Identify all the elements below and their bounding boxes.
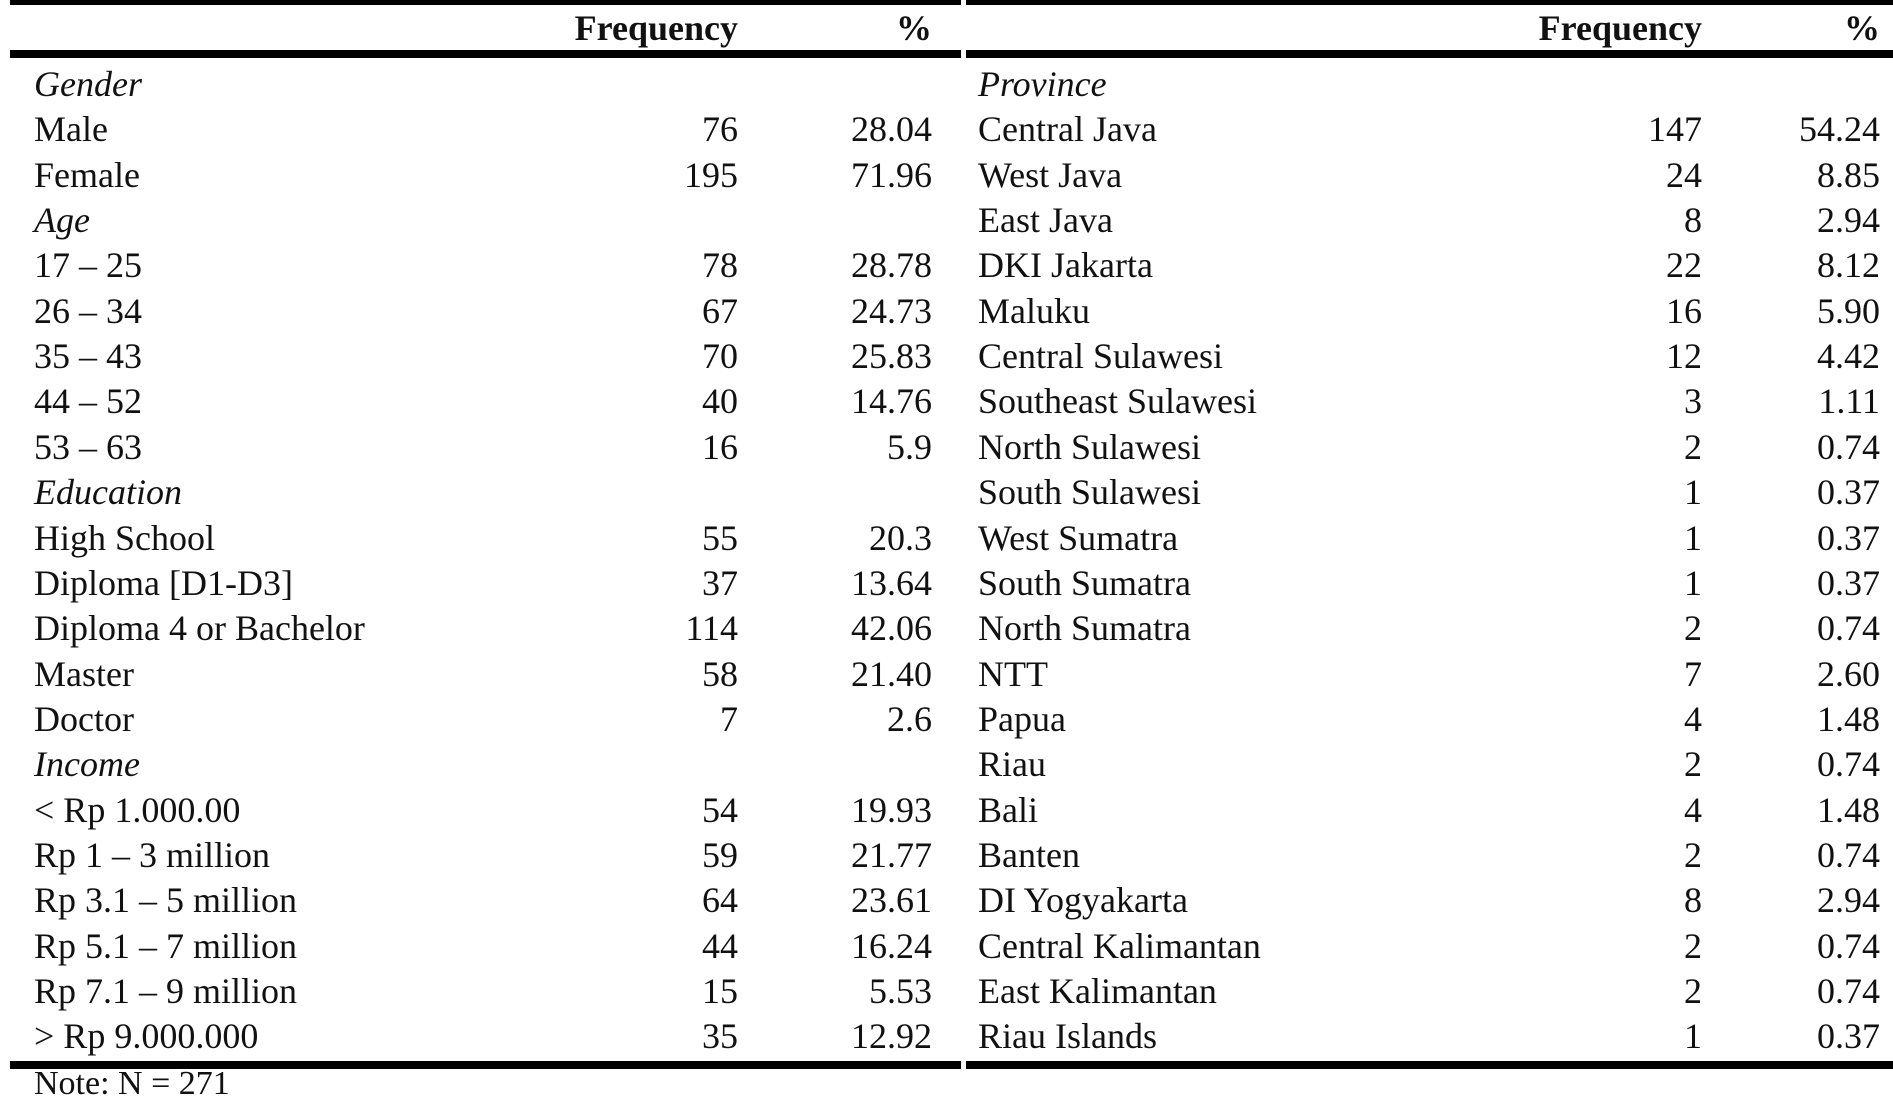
percent-value: 0.37 xyxy=(1817,1016,1880,1057)
row-label: Doctor xyxy=(34,698,134,739)
right-table-row xyxy=(978,742,1880,787)
frequency-value: 3 xyxy=(1684,381,1702,422)
left-table-row xyxy=(34,969,932,1014)
frequency-value: 37 xyxy=(702,562,738,603)
row-label: Maluku xyxy=(978,290,1090,331)
percent-value: 2.6 xyxy=(887,698,932,739)
row-label: Master xyxy=(34,653,134,694)
right-table-row xyxy=(978,334,1880,379)
frequency-value: 2 xyxy=(1684,744,1702,785)
row-label: Rp 7.1 – 9 million xyxy=(34,971,298,1011)
row-label: Bali xyxy=(978,789,1038,830)
right-table-row xyxy=(978,516,1880,561)
right-table-row xyxy=(978,379,1880,424)
row-label: Diploma 4 or Bachelor xyxy=(34,608,365,649)
percent-value: 0.37 xyxy=(1817,517,1880,558)
right-table-row xyxy=(978,606,1880,651)
percent-value: 0.74 xyxy=(1817,426,1880,467)
row-label: West Sumatra xyxy=(978,517,1179,558)
left-table-row xyxy=(34,878,932,923)
left-table-row xyxy=(34,107,932,152)
percent-value: 28.78 xyxy=(851,245,932,286)
row-label: North Sumatra xyxy=(978,608,1191,649)
row-label: Rp 3.1 – 5 million xyxy=(34,880,298,921)
percent-value: 14.76 xyxy=(851,381,932,422)
percent-value: 12.92 xyxy=(851,1016,932,1057)
left-table-row xyxy=(34,697,932,742)
section-heading: Education xyxy=(34,472,182,513)
frequency-value: 15 xyxy=(702,971,738,1011)
left-table-row xyxy=(34,606,932,651)
frequency-value: 76 xyxy=(702,109,738,150)
left-percent-header: % xyxy=(896,8,932,48)
row-label: South Sulawesi xyxy=(978,472,1202,513)
percent-value: 28.04 xyxy=(851,109,932,150)
frequency-value: 58 xyxy=(702,653,738,694)
percent-value: 13.64 xyxy=(851,562,932,603)
row-label: Southeast Sulawesi xyxy=(978,381,1257,422)
row-label: Female xyxy=(34,154,140,195)
percent-value: 21.77 xyxy=(851,834,932,875)
row-label: Riau xyxy=(978,744,1046,785)
percent-value: 4.42 xyxy=(1817,336,1880,377)
right-percent-header: % xyxy=(1844,8,1880,48)
left-table-row xyxy=(34,289,932,334)
right-table-row xyxy=(978,652,1880,697)
right-table-row xyxy=(978,153,1880,198)
header-rule-right xyxy=(966,50,1893,58)
row-label: 35 – 43 xyxy=(34,336,142,377)
row-label: Diploma [D1-D3] xyxy=(34,562,293,603)
left-frequency-header: Frequency xyxy=(574,8,738,48)
right-table-row xyxy=(978,243,1880,288)
percent-value: 8.12 xyxy=(1817,245,1880,286)
section-heading: Province xyxy=(978,64,1107,104)
right-table-row xyxy=(978,969,1880,1014)
right-table-row xyxy=(978,470,1880,515)
row-label: Male xyxy=(34,109,108,150)
row-label: Rp 5.1 – 7 million xyxy=(34,925,298,966)
left-table-row xyxy=(34,470,932,515)
right-frequency-header: Frequency xyxy=(1538,8,1702,48)
right-table-row xyxy=(978,289,1880,334)
percent-value: 2.60 xyxy=(1817,653,1880,694)
percent-value: 1.11 xyxy=(1818,381,1880,422)
bottom-rule-right xyxy=(966,1061,1893,1069)
row-label: Banten xyxy=(978,834,1080,875)
row-label: 53 – 63 xyxy=(34,426,142,467)
frequency-value: 64 xyxy=(702,880,738,921)
right-table-row xyxy=(978,924,1880,969)
row-label: Rp 1 – 3 million xyxy=(34,834,271,875)
right-table-row xyxy=(978,198,1880,243)
percent-value: 23.61 xyxy=(851,880,932,921)
frequency-value: 7 xyxy=(720,698,738,739)
percent-value: 21.40 xyxy=(851,653,932,694)
frequency-value: 55 xyxy=(702,517,738,558)
frequency-value: 8 xyxy=(1684,200,1702,241)
left-table-row xyxy=(34,833,932,878)
right-table-row xyxy=(978,788,1880,833)
right-table-row xyxy=(978,697,1880,742)
row-label: DI Yogyakarta xyxy=(978,880,1188,921)
frequency-value: 78 xyxy=(702,245,738,286)
percent-value: 2.94 xyxy=(1817,200,1880,241)
percent-value: 0.74 xyxy=(1817,971,1880,1011)
left-table-row xyxy=(34,924,932,969)
frequency-value: 195 xyxy=(684,154,738,195)
percent-value: 20.3 xyxy=(869,517,932,558)
right-table-row xyxy=(978,107,1880,152)
frequency-value: 59 xyxy=(702,834,738,875)
percent-value: 0.37 xyxy=(1817,562,1880,603)
right-table-row xyxy=(978,62,1880,107)
percent-value: 19.93 xyxy=(851,789,932,830)
row-label: Central Java xyxy=(978,109,1157,150)
left-table-row xyxy=(34,334,932,379)
left-table-row xyxy=(34,652,932,697)
percent-value: 0.74 xyxy=(1817,834,1880,875)
percent-value: 1.48 xyxy=(1817,698,1880,739)
frequency-value: 2 xyxy=(1684,925,1702,966)
left-table-row xyxy=(34,516,932,561)
left-table-row xyxy=(34,561,932,606)
frequency-value: 16 xyxy=(702,426,738,467)
row-label: NTT xyxy=(978,653,1048,694)
frequency-value: 12 xyxy=(1666,336,1702,377)
percent-value: 5.53 xyxy=(869,971,932,1011)
frequency-value: 70 xyxy=(702,336,738,377)
percent-value: 5.90 xyxy=(1817,290,1880,331)
percent-value: 42.06 xyxy=(851,608,932,649)
left-table-row xyxy=(34,379,932,424)
percent-value: 0.74 xyxy=(1817,925,1880,966)
frequency-value: 4 xyxy=(1684,698,1702,739)
frequency-value: 1 xyxy=(1684,472,1702,513)
row-label: > Rp 9.000.000 xyxy=(34,1016,259,1057)
percent-value: 71.96 xyxy=(851,154,932,195)
frequency-value: 67 xyxy=(702,290,738,331)
left-table-row xyxy=(34,425,932,470)
row-label: < Rp 1.000.00 xyxy=(34,789,241,830)
percent-value: 0.74 xyxy=(1817,608,1880,649)
right-table-row xyxy=(978,1014,1880,1059)
row-label: Central Kalimantan xyxy=(978,925,1261,966)
percent-value: 1.48 xyxy=(1817,789,1880,830)
row-label: East Kalimantan xyxy=(978,971,1217,1011)
header-rule-left xyxy=(10,50,961,58)
left-table-row xyxy=(34,788,932,833)
percent-value: 16.24 xyxy=(851,925,932,966)
frequency-value: 22 xyxy=(1666,245,1702,286)
right-table-row xyxy=(978,561,1880,606)
frequency-value: 114 xyxy=(685,608,738,649)
frequency-value: 147 xyxy=(1648,109,1702,150)
top-rule-left xyxy=(10,0,961,5)
percent-value: 24.73 xyxy=(851,290,932,331)
left-table-row xyxy=(34,243,932,288)
percent-value: 2.94 xyxy=(1817,880,1880,921)
frequency-value: 2 xyxy=(1684,426,1702,467)
row-label: DKI Jakarta xyxy=(978,245,1153,286)
frequency-value: 35 xyxy=(702,1016,738,1057)
frequency-value: 1 xyxy=(1684,517,1702,558)
row-label: 44 – 52 xyxy=(34,381,142,422)
percent-value: 8.85 xyxy=(1817,154,1880,195)
frequency-value: 2 xyxy=(1684,971,1702,1011)
frequency-value: 54 xyxy=(702,789,738,830)
row-label: High School xyxy=(34,517,216,558)
row-label: Central Sulawesi xyxy=(978,336,1223,377)
percent-value: 0.74 xyxy=(1817,744,1880,785)
frequency-value: 40 xyxy=(702,381,738,422)
frequency-value: 1 xyxy=(1684,562,1702,603)
left-table-row xyxy=(34,153,932,198)
row-label: North Sulawesi xyxy=(978,426,1201,467)
left-table-row xyxy=(34,742,932,787)
section-heading: Age xyxy=(34,200,90,241)
frequency-value: 1 xyxy=(1684,1016,1702,1057)
percent-value: 54.24 xyxy=(1799,109,1880,150)
frequency-value: 2 xyxy=(1684,834,1702,875)
percent-value: 0.37 xyxy=(1817,472,1880,513)
left-table-row xyxy=(34,62,932,107)
frequency-value: 4 xyxy=(1684,789,1702,830)
left-table-row xyxy=(34,1014,932,1059)
frequency-value: 2 xyxy=(1684,608,1702,649)
top-rule-right xyxy=(966,0,1893,5)
frequency-value: 8 xyxy=(1684,880,1702,921)
right-table-row xyxy=(978,425,1880,470)
section-heading: Gender xyxy=(34,64,142,104)
left-table-row xyxy=(34,198,932,243)
row-label: South Sumatra xyxy=(978,562,1191,603)
frequency-value: 24 xyxy=(1666,154,1702,195)
percent-value: 25.83 xyxy=(851,336,932,377)
frequency-value: 7 xyxy=(1684,653,1702,694)
percent-value: 5.9 xyxy=(887,426,932,467)
row-label: 26 – 34 xyxy=(34,290,142,331)
right-table-row xyxy=(978,833,1880,878)
row-label: East Java xyxy=(978,200,1113,241)
frequency-value: 44 xyxy=(702,925,738,966)
row-label: Papua xyxy=(978,698,1066,739)
row-label: 17 – 25 xyxy=(34,245,142,286)
row-label: Riau Islands xyxy=(978,1016,1157,1057)
row-label: West Java xyxy=(978,154,1123,195)
table-note: Note: N = 271 xyxy=(34,1065,230,1102)
frequency-value: 16 xyxy=(1666,290,1702,331)
section-heading: Income xyxy=(34,744,140,785)
right-table-row xyxy=(978,878,1880,923)
